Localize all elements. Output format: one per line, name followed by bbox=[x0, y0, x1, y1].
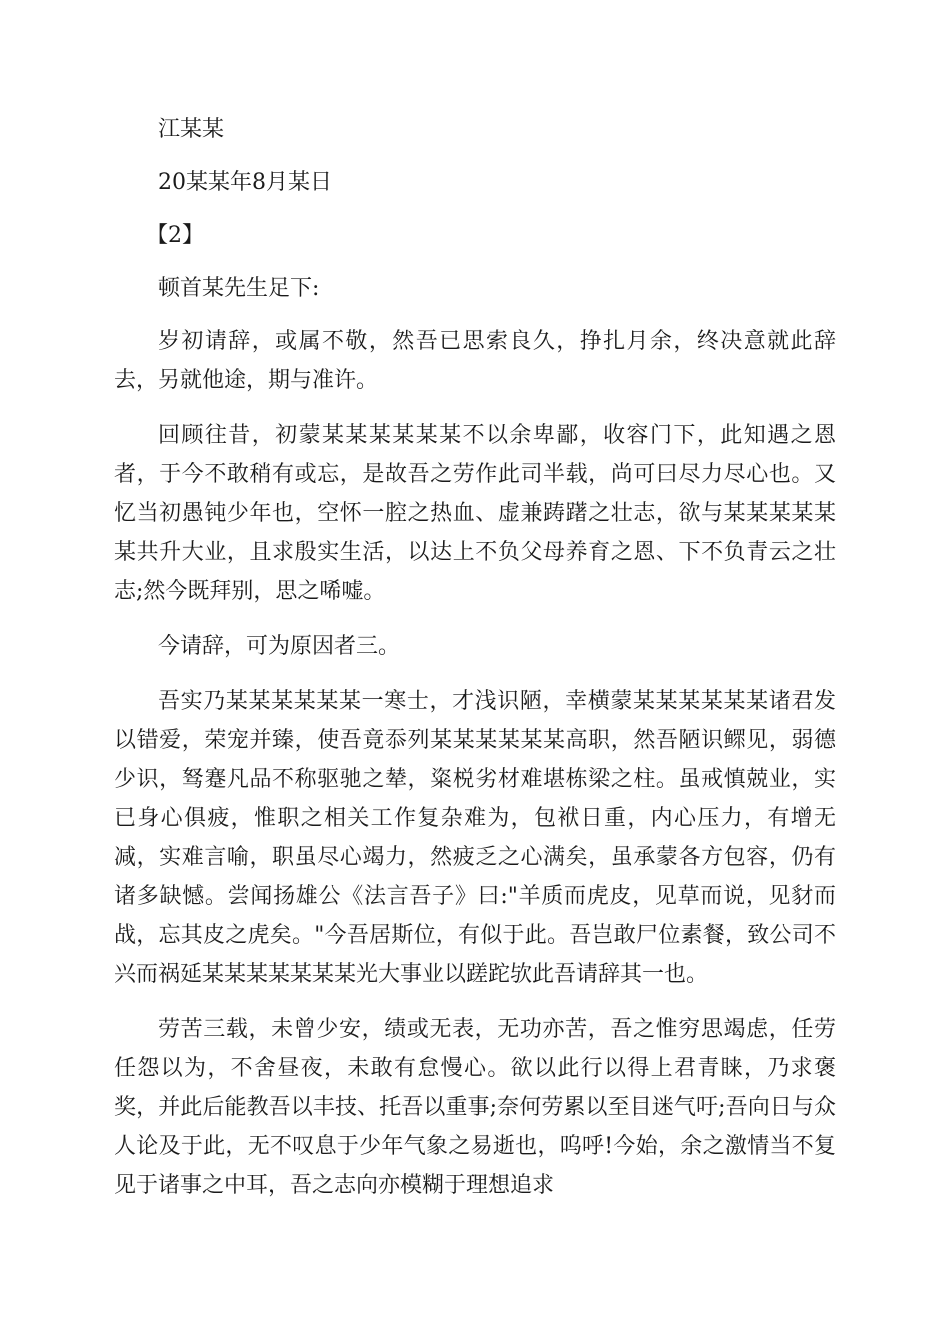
paragraph-1: 岁初请辞，或属不敬，然吾已思索良久，挣扎月余，终决意就此辞去，另就他途，期与准许。 bbox=[114, 329, 836, 393]
document-body bbox=[114, 110, 836, 1221]
paragraph-2: 回顾往昔，初蒙某某某某某某不以余卑鄙，收容门下，此知遇之恩者，于今不敢稍有或忘，是故吾之劳作此司半载，尚可曰尽力尽心也。又忆当初愚钝少年也，空怀一腔之热血、虚兼踌躇之壮志，欲与某某某某某某共升大业，且求殷实生活，以达上不负父母养育之恩、下不负青云之壮志;然今既拜别，思之唏嘘。 bbox=[114, 423, 836, 604]
letter-date: 20某某年8月某日 bbox=[158, 170, 332, 195]
section-marker: 【2】 bbox=[146, 223, 204, 248]
paragraph-3: 今请辞，可为原因者三。 bbox=[158, 634, 401, 659]
signature-name: 江某某 bbox=[158, 117, 225, 142]
paragraph-5: 劳苦三载，未曾少安，绩或无表，无功亦苦，吾之惟穷思竭虑，任劳任怨以为，不舍昼夜，未敢有怠慢心。欲以此行以得上君青睐，乃求褒奖，并此后能教吾以丰技、托吾以重事;奈何劳累以至目迷气吁;吾向日与众人论及于此，无不叹息于少年气象之易逝也，呜呼!今始，余之激情当不复见于诸事之中耳，吾之志向亦模糊于理想追求 bbox=[114, 1017, 836, 1198]
paragraph-4: 吾实乃某某某某某某一寒士，才浅识陋，幸横蒙某某某某某某诸君发以错爱，荣宠并臻，使吾竟忝列某某某某某某高职，然吾陋识鳏见，弱德少识，驽蹇凡品不称驱驰之辇，粢棁劣材难堪栋梁之柱。虽戒慎兢业，实已身心俱疲，惟职之相关工作复杂难为，包袱日重，内心压力，有增无减，实难言喻，职虽尽心竭力，然疲乏之心满矣，虽承蒙各方包容，仍有诸多缺憾。尝闻扬雄公《法言吾子》曰:"羊质而虎皮，见草而说，见豺而战，忘其皮之虎矣。"今吾居斯位，有似于此。吾岂敢尸位素餐，致公司不兴而祸延某某某某某某某光大事业以蹉跎欤此吾请辞其一也。 bbox=[114, 689, 836, 987]
salutation: 顿首某先生足下: bbox=[158, 276, 320, 301]
